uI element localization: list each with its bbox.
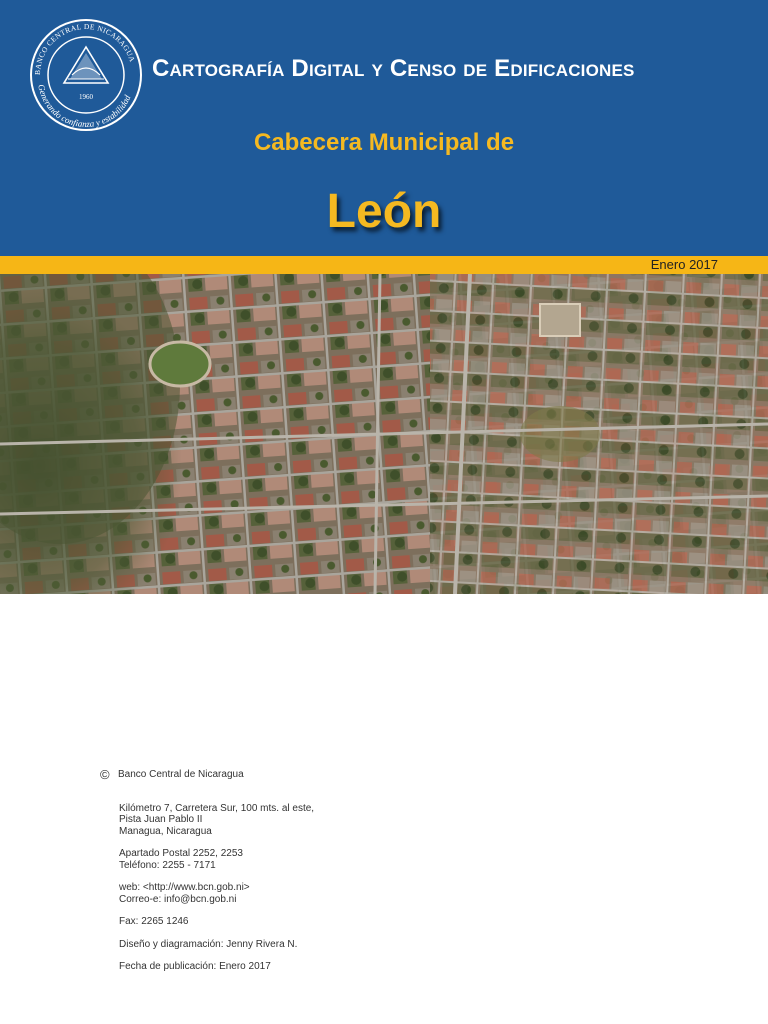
fax-line: Fax: 2265 1246 bbox=[119, 916, 189, 927]
copyright-holder: Banco Central de Nicaragua bbox=[118, 769, 244, 780]
date-band bbox=[0, 256, 768, 274]
cover-header bbox=[0, 0, 768, 256]
city-name: León bbox=[326, 185, 442, 238]
publication-date-line: Fecha de publicación: Enero 2017 bbox=[119, 961, 271, 972]
address-line: Kilómetro 7, Carretera Sur, 100 mts. al este, bbox=[119, 802, 315, 814]
design-credit: Diseño y diagramación: Jenny Rivera N. bbox=[119, 938, 298, 950]
email-link[interactable]: Correo-e: info@bcn.gob.ni bbox=[119, 893, 237, 905]
phone-line: Teléfono: 2255 - 7171 bbox=[119, 859, 216, 871]
bcn-seal-icon bbox=[28, 17, 144, 133]
seal-ring-text: BANCO CENTRAL DE NICARAGUA bbox=[32, 21, 138, 76]
publication-info bbox=[100, 769, 660, 973]
aerial-photo-icon bbox=[0, 274, 768, 594]
cover-subtitle: Cabecera Municipal de bbox=[253, 129, 515, 156]
copyright-icon: © bbox=[100, 767, 110, 782]
seal-motto: Generando confianza y estabilidad bbox=[36, 83, 133, 130]
web-link[interactable]: web: <http://www.bcn.gob.ni> bbox=[119, 882, 250, 893]
postal-line: Apartado Postal 2252, 2253 bbox=[119, 848, 243, 859]
seal-year: 1960 bbox=[79, 93, 93, 101]
cover-title: Cartografía Digital y Censo de Edificaciones bbox=[152, 55, 635, 82]
address-block bbox=[119, 803, 660, 973]
publication-date: Enero 2017 bbox=[650, 257, 718, 272]
address-line: Pista Juan Pablo II bbox=[119, 814, 203, 825]
address-line: Managua, Nicaragua bbox=[119, 825, 212, 837]
